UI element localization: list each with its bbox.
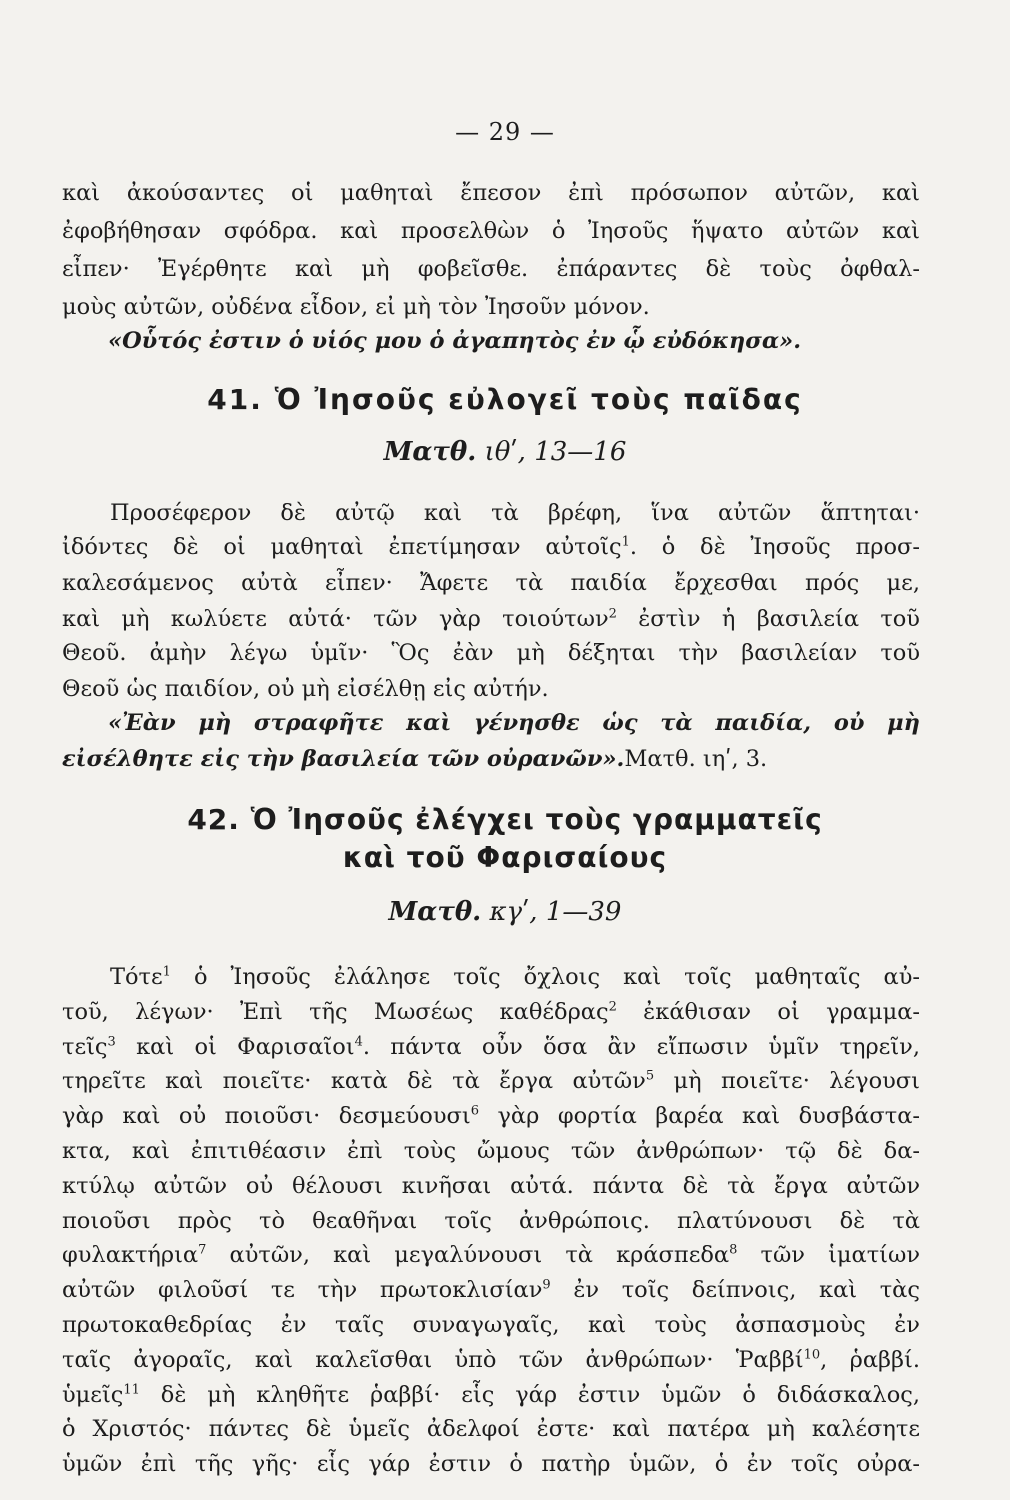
footnote-marker: 2	[608, 999, 617, 1015]
footnote-marker: 2	[608, 606, 617, 622]
section-42-line: ὑμῶν ἐπὶ τῆς γῆς· εἷς γάρ ἐστιν ὁ πατὴρ ὑμῶν, ὁ ἐν τοῖς οὐρα-	[62, 1451, 920, 1478]
quote-reference: Ματθ. ιηʹ, 3.	[624, 746, 768, 772]
footnote-marker: 7	[198, 1242, 207, 1258]
section-42-reference	[0, 894, 1010, 930]
section-41-line: Θεοῦ. ἀμὴν λέγω ὑμῖν· Ὃς ἐὰν μὴ δέξηται τὴν βασιλείαν τοῦ	[62, 640, 920, 666]
intro-line: μοὺς αὐτῶν, οὐδένα εἶδον, εἰ μὴ τὸν Ἰησοῦν μόνον.	[62, 294, 650, 320]
section-41-line: Προσέφερον δὲ αὐτῷ καὶ τὰ βρέφη, ἵνα αὐτῶν ἅπτηται·	[110, 500, 920, 526]
section-42-line: κτύλῳ αὐτῶν οὐ θέλουσι κινῆσαι αὐτά. πάντα δὲ τὰ ἔργα αὐτῶν	[62, 1172, 920, 1199]
footnote-marker: 1	[162, 964, 171, 980]
section-42-line: τοῦ, λέγων· Ἐπὶ τῆς Μωσέως καθέδρας$^2$ ἐκάθισαν οἱ γραμμα-	[62, 998, 920, 1025]
section-41-quote: εἰσέλθητε εἰς τὴν βασιλεία τῶν οὐρανῶν».Ματθ. ιηʹ, 3.	[62, 746, 768, 772]
section-42-line: τηρεῖτε καὶ ποιεῖτε· κατὰ δὲ τὰ ἔργα αὐτῶν$^5$ μὴ ποιεῖτε· λέγουσι	[62, 1068, 920, 1095]
page-number: — 29 —	[455, 118, 555, 146]
section-42-line: ὁ Χριστός· πάντες δὲ ὑμεῖς ἀδελφοί ἐστε· καὶ πατέρα μὴ καλέσητε	[62, 1416, 920, 1443]
footnote-marker: 10	[803, 1347, 821, 1363]
reference-chapter: ιθʹ, 13—16	[484, 437, 627, 467]
section-42-line: ὑμεῖς$^{11}$ δὲ μὴ κληθῆτε ῥαββί· εἷς γάρ ἐστιν ὑμῶν ὁ διδάσκαλος,	[62, 1381, 920, 1408]
footnote-marker: 3	[107, 1034, 116, 1050]
intro-line: ἐφοβήθησαν σφόδρα. καὶ προσελθὼν ὁ Ἰησοῦς ἥψατο αὐτῶν καὶ	[62, 218, 920, 244]
section-42-line: γὰρ καὶ οὐ ποιοῦσι· δεσμεύουσι$^6$ γὰρ φορτία βαρέα καὶ δυσβάστα-	[62, 1103, 920, 1130]
footnote-marker: 11	[123, 1382, 140, 1398]
section-41-title: 41. Ὁ Ἰησοῦς εὐλογεῖ τοὺς παῖδας	[207, 383, 803, 416]
section-42-line: τεῖς$^3$ καὶ οἱ Φαρισαῖοι$^4$. πάντα οὖν ὅσα ἂν εἴπωσιν ὑμῖν τηρεῖν,	[62, 1033, 920, 1060]
reference-book: Ματθ.	[383, 437, 477, 467]
section-42-line: φυλακτήρια$^7$ αὐτῶν, καὶ μεγαλύνουσι τὰ κράσπεδα$^8$ τῶν ἱματίων	[62, 1242, 920, 1269]
section-42-title: καὶ τοῦ Φαρισαίους	[342, 841, 668, 874]
intro-line: εἶπεν· Ἐγέρθητε καὶ μὴ φοβεῖσθε. ἐπάραντες δὲ τοὺς ὀφθαλ-	[62, 256, 920, 282]
footnote-marker: 1	[621, 534, 630, 550]
reference-chapter: κγʹ, 1—39	[489, 897, 622, 927]
section-41-reference	[0, 434, 1010, 470]
intro-line: καὶ ἀκούσαντες οἱ μαθηταὶ ἔπεσον ἐπὶ πρόσωπον αὐτῶν, καὶ	[62, 180, 920, 206]
section-41-quote: «Ἐὰν μὴ στραφῆτε καὶ γένησθε ὡς τὰ παιδία, οὐ μὴ	[108, 710, 920, 736]
section-41-line: Θεοῦ ὡς παιδίον, οὐ μὴ εἰσέλθῃ εἰς αὐτήν.	[62, 676, 549, 702]
section-42-title: 42. Ὁ Ἰησοῦς ἐλέγχει τοὺς γραμματεῖς	[187, 803, 823, 836]
section-42-line: ποιοῦσι πρὸς τὸ θεαθῆναι τοῖς ἀνθρώποις. πλατύνουσι δὲ τὰ	[62, 1207, 920, 1234]
section-42-line: Τότε$^1$ ὁ Ἰησοῦς ἐλάλησε τοῖς ὄχλοις καὶ τοῖς μαθηταῖς αὐ-	[110, 964, 920, 990]
footnote-marker: 8	[729, 1242, 738, 1258]
intro-quote: «Οὗτός ἐστιν ὁ υἱός μου ὁ ἀγαπητὸς ἐν ᾧ εὐδόκησα».	[108, 328, 802, 354]
section-41-line: καλεσάμενος αὐτὰ εἶπεν· Ἄφετε τὰ παιδία ἔρχεσθαι πρός με,	[62, 570, 920, 596]
section-42-line: ταῖς ἀγοραῖς, καὶ καλεῖσθαι ὑπὸ τῶν ἀνθρώπων· Ῥαββί$^{10}$, ῥαββί.	[62, 1346, 921, 1373]
footnote-marker: 5	[645, 1068, 655, 1084]
section-41-line: καὶ μὴ κωλύετε αὐτά· τῶν γὰρ τοιούτων$^2$ ἐστὶν ἡ βασιλεία τοῦ	[62, 606, 920, 632]
reference-book: Ματθ.	[388, 897, 482, 927]
section-41-line: ἰδόντες δὲ οἱ μαθηταὶ ἐπετίμησαν αὐτοῖς$^1$. ὁ δὲ Ἰησοῦς προσ-	[62, 534, 920, 560]
section-42-line: πρωτοκαθεδρίας ἐν ταῖς συναγωγαῖς, καὶ τοὺς ἀσπασμοὺς ἐν	[62, 1312, 920, 1338]
footnote-marker: 4	[354, 1034, 363, 1050]
section-42-line: κτα, καὶ ἐπιτιθέασιν ἐπὶ τοὺς ὤμους τῶν ἀνθρώπων· τῷ δὲ δα-	[62, 1138, 920, 1164]
footnote-marker: 9	[542, 1277, 551, 1293]
section-42-line: αὐτῶν φιλοῦσί τε τὴν πρωτοκλισίαν$^9$ ἐν τοῖς δείπνοις, καὶ τὰς	[62, 1277, 920, 1304]
footnote-marker: 6	[470, 1103, 479, 1119]
